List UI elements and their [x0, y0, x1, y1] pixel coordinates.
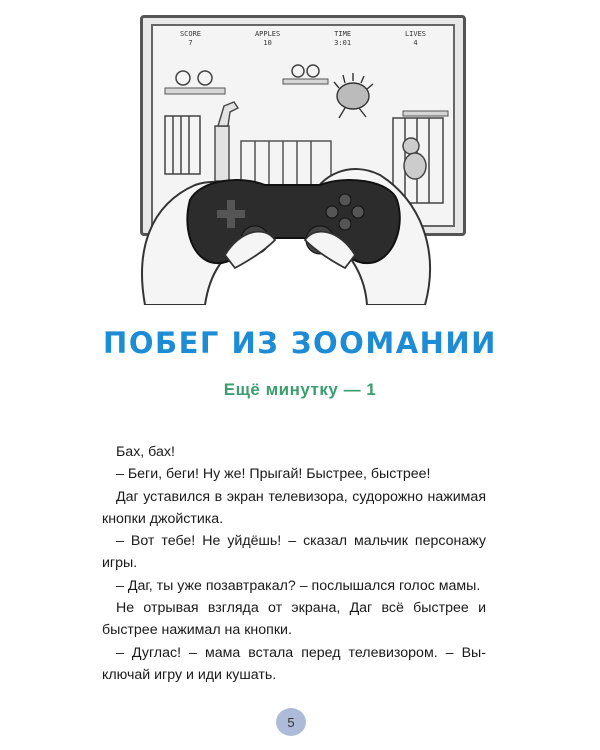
paragraph: Бах, бах! [116, 444, 175, 460]
page-number: 5 [276, 708, 306, 736]
hands-controller [105, 0, 485, 305]
paragraph: – Дуглас! – мама встала перед телевизором. – Выключай игру и иди кушать. [102, 644, 486, 683]
hud-lives-value: 4 [413, 39, 418, 47]
gamepad-icon [187, 180, 399, 263]
chapter-title: ПОБЕГ ИЗ ЗООМАНИИ [103, 326, 497, 360]
paragraph: Не отрывая взгляда от экрана, Даг всё быстрее и быстрее нажимал на кнопки. [102, 600, 486, 639]
paragraph: – Вот тебе! Не уйдёшь! – сказал мальчик персонажу игры. [102, 533, 486, 572]
hud-apples-value: 10 [263, 39, 272, 47]
paragraph: Даг уставился в экран телевизора, судорожно нажимая кнопки джойстика. [102, 488, 486, 527]
chapter-subtitle: Ещё минутку — 1 [223, 380, 377, 399]
hud-lives-label: LIVES [404, 30, 427, 38]
story-text [102, 441, 486, 686]
hud-time-value: 3:01 [334, 39, 352, 47]
paragraph: – Даг, ты уже позавтракал? – послышался голос мамы. [116, 577, 481, 594]
hud-score-label: SCORE [179, 30, 202, 38]
illustration-game-controller [105, 0, 485, 305]
paragraph: – Беги, беги! Ну же! Прыгай! Быстрее, быстрее! [116, 466, 431, 483]
hud-apples-label: APPLES [254, 30, 281, 38]
hud-time-label: TIME [334, 30, 352, 38]
hud-score-value: 7 [188, 39, 193, 47]
